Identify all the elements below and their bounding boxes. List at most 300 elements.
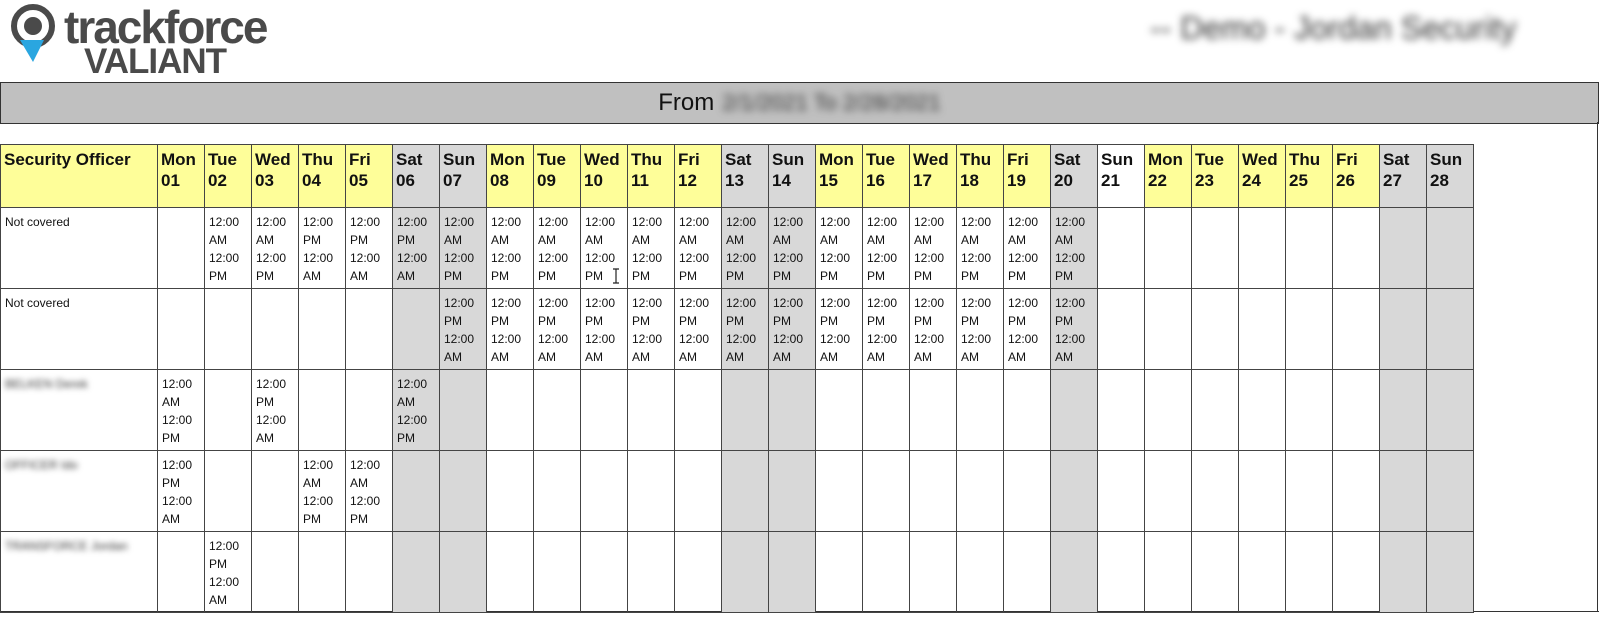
day-number: 24 bbox=[1242, 171, 1261, 190]
day-of-week: Sat bbox=[1054, 150, 1081, 169]
day-header-14 bbox=[769, 145, 816, 208]
shift-cell[interactable] bbox=[440, 370, 487, 451]
shift-cell[interactable] bbox=[252, 208, 299, 289]
shift-cell[interactable] bbox=[957, 289, 1004, 370]
day-number: 20 bbox=[1054, 171, 1073, 190]
shift-cell[interactable] bbox=[346, 370, 393, 451]
shift-meridiem: PM bbox=[397, 233, 415, 247]
shift-cell[interactable] bbox=[957, 532, 1004, 613]
shift-cell[interactable] bbox=[628, 208, 675, 289]
shift-cell[interactable] bbox=[205, 532, 252, 613]
day-of-week: Mon bbox=[1148, 150, 1183, 169]
shift-time: 12:00 bbox=[961, 251, 992, 265]
shift-cell[interactable] bbox=[816, 289, 863, 370]
day-header-06 bbox=[393, 145, 440, 208]
shift-time: 12:00 bbox=[350, 458, 381, 472]
shift-cell[interactable] bbox=[722, 370, 769, 451]
shift-meridiem: PM bbox=[961, 314, 979, 328]
shift-cell[interactable] bbox=[863, 289, 910, 370]
shift-cell[interactable] bbox=[393, 370, 440, 451]
day-number: 12 bbox=[678, 171, 697, 190]
day-number: 17 bbox=[913, 171, 932, 190]
day-of-week: Wed bbox=[913, 150, 949, 169]
shift-cell[interactable] bbox=[346, 289, 393, 370]
shift-cell[interactable] bbox=[675, 289, 722, 370]
day-header-17 bbox=[910, 145, 957, 208]
shift-cell[interactable] bbox=[628, 532, 675, 613]
day-number: 18 bbox=[960, 171, 979, 190]
shift-meridiem: AM bbox=[679, 350, 697, 364]
shift-cell[interactable] bbox=[1051, 451, 1098, 532]
day-number: 04 bbox=[302, 171, 321, 190]
shift-cell[interactable] bbox=[1004, 289, 1051, 370]
shift-cell[interactable] bbox=[1333, 532, 1380, 613]
shift-meridiem: PM bbox=[585, 314, 603, 328]
shift-time: 12:00 bbox=[397, 413, 428, 427]
day-number: 08 bbox=[490, 171, 509, 190]
day-header-23 bbox=[1192, 145, 1239, 208]
shift-cell[interactable] bbox=[1239, 370, 1286, 451]
shift-meridiem: PM bbox=[585, 269, 603, 283]
shift-cell[interactable] bbox=[1380, 532, 1427, 613]
shift-cell[interactable] bbox=[1192, 451, 1239, 532]
day-header-07 bbox=[440, 145, 487, 208]
shift-cell[interactable] bbox=[1145, 208, 1192, 289]
shift-meridiem: AM bbox=[1008, 233, 1026, 247]
shift-cell[interactable] bbox=[158, 532, 205, 613]
shift-cell[interactable] bbox=[1427, 451, 1474, 532]
shift-meridiem: AM bbox=[585, 233, 603, 247]
shift-meridiem: PM bbox=[726, 269, 744, 283]
day-header-18 bbox=[957, 145, 1004, 208]
shift-cell[interactable] bbox=[1333, 370, 1380, 451]
shift-cell[interactable] bbox=[1192, 208, 1239, 289]
day-of-week: Thu bbox=[631, 150, 663, 169]
shift-meridiem: PM bbox=[397, 431, 415, 445]
officer-name-cell bbox=[1, 451, 158, 532]
shift-time: 12:00 bbox=[679, 332, 710, 346]
day-of-week: Fri bbox=[349, 150, 371, 169]
shift-meridiem: PM bbox=[773, 269, 791, 283]
day-number: 05 bbox=[349, 171, 368, 190]
shift-cell[interactable] bbox=[816, 532, 863, 613]
shift-meridiem: AM bbox=[256, 431, 274, 445]
shift-cell[interactable] bbox=[487, 532, 534, 613]
shift-time: 12:00 bbox=[350, 494, 381, 508]
trackforce-valiant-logo bbox=[4, 2, 274, 80]
day-number: 02 bbox=[208, 171, 227, 190]
shift-meridiem: PM bbox=[209, 557, 227, 571]
day-header-11 bbox=[628, 145, 675, 208]
shift-cell[interactable] bbox=[346, 451, 393, 532]
officer-name-cell bbox=[1, 532, 158, 613]
shift-meridiem: PM bbox=[820, 314, 838, 328]
shift-meridiem: AM bbox=[773, 350, 791, 364]
shift-cell[interactable] bbox=[299, 208, 346, 289]
shift-time: 12:00 bbox=[867, 296, 898, 310]
shift-cell[interactable] bbox=[769, 532, 816, 613]
shift-cell[interactable] bbox=[1098, 451, 1145, 532]
day-header-24 bbox=[1239, 145, 1286, 208]
shift-cell[interactable] bbox=[957, 451, 1004, 532]
day-of-week: Tue bbox=[866, 150, 895, 169]
day-of-week: Sat bbox=[396, 150, 423, 169]
shift-cell[interactable] bbox=[1286, 289, 1333, 370]
shift-meridiem: PM bbox=[444, 314, 462, 328]
shift-cell[interactable] bbox=[581, 289, 628, 370]
shift-cell[interactable] bbox=[1286, 370, 1333, 451]
day-of-week: Fri bbox=[1007, 150, 1029, 169]
shift-meridiem: PM bbox=[726, 314, 744, 328]
shift-meridiem: AM bbox=[679, 233, 697, 247]
shift-meridiem: PM bbox=[256, 269, 274, 283]
shift-cell[interactable] bbox=[299, 370, 346, 451]
day-number: 11 bbox=[631, 171, 649, 190]
shift-cell[interactable] bbox=[1427, 289, 1474, 370]
location-pin-icon bbox=[10, 4, 56, 64]
day-header-10 bbox=[581, 145, 628, 208]
shift-time: 12:00 bbox=[491, 296, 522, 310]
shift-meridiem: AM bbox=[162, 512, 180, 526]
shift-cell[interactable] bbox=[1380, 208, 1427, 289]
from-label: From bbox=[658, 89, 715, 116]
shift-cell[interactable] bbox=[487, 208, 534, 289]
shift-cell[interactable] bbox=[1192, 289, 1239, 370]
shift-meridiem: AM bbox=[538, 233, 556, 247]
shift-cell[interactable] bbox=[1145, 370, 1192, 451]
shift-meridiem: AM bbox=[867, 233, 885, 247]
shift-cell[interactable] bbox=[440, 451, 487, 532]
day-number: 16 bbox=[866, 171, 885, 190]
shift-meridiem: PM bbox=[1055, 314, 1073, 328]
shift-meridiem: AM bbox=[914, 350, 932, 364]
shift-meridiem: PM bbox=[679, 269, 697, 283]
shift-cell[interactable] bbox=[1051, 532, 1098, 613]
shift-time: 12:00 bbox=[491, 215, 522, 229]
shift-cell[interactable] bbox=[1380, 289, 1427, 370]
shift-cell[interactable] bbox=[1145, 532, 1192, 613]
shift-time: 12:00 bbox=[914, 296, 945, 310]
shift-cell[interactable] bbox=[722, 208, 769, 289]
shift-cell[interactable] bbox=[1239, 289, 1286, 370]
shift-cell[interactable] bbox=[863, 208, 910, 289]
shift-cell[interactable] bbox=[346, 208, 393, 289]
shift-time: 12:00 bbox=[538, 215, 569, 229]
day-of-week: Sun bbox=[772, 150, 805, 169]
day-header-04 bbox=[299, 145, 346, 208]
day-of-week: Sun bbox=[443, 150, 476, 169]
shift-cell[interactable] bbox=[440, 289, 487, 370]
shift-cell[interactable] bbox=[205, 370, 252, 451]
shift-time: 12:00 bbox=[538, 332, 569, 346]
shift-time: 12:00 bbox=[1008, 215, 1039, 229]
shift-time: 12:00 bbox=[726, 296, 757, 310]
shift-time: 12:00 bbox=[1055, 296, 1086, 310]
shift-cell[interactable] bbox=[769, 451, 816, 532]
shift-time: 12:00 bbox=[773, 251, 804, 265]
shift-cell[interactable] bbox=[910, 370, 957, 451]
shift-cell[interactable] bbox=[158, 451, 205, 532]
shift-cell[interactable] bbox=[205, 451, 252, 532]
shift-cell[interactable] bbox=[1004, 208, 1051, 289]
shift-cell[interactable] bbox=[534, 208, 581, 289]
shift-meridiem: AM bbox=[350, 269, 368, 283]
shift-cell[interactable] bbox=[628, 289, 675, 370]
shift-cell[interactable] bbox=[581, 370, 628, 451]
shift-cell[interactable] bbox=[863, 370, 910, 451]
shift-cell[interactable] bbox=[487, 451, 534, 532]
shift-time: 12:00 bbox=[209, 575, 240, 589]
shift-cell[interactable] bbox=[299, 289, 346, 370]
shift-meridiem: PM bbox=[162, 476, 180, 490]
shift-cell[interactable] bbox=[1380, 451, 1427, 532]
shift-cell[interactable] bbox=[1004, 370, 1051, 451]
shift-cell[interactable] bbox=[393, 532, 440, 613]
shift-time: 12:00 bbox=[961, 296, 992, 310]
day-of-week: Mon bbox=[490, 150, 525, 169]
shift-meridiem: AM bbox=[491, 233, 509, 247]
header-row bbox=[1, 145, 1474, 208]
shift-time: 12:00 bbox=[726, 215, 757, 229]
shift-meridiem: PM bbox=[961, 269, 979, 283]
shift-time: 12:00 bbox=[162, 458, 193, 472]
shift-cell[interactable] bbox=[252, 451, 299, 532]
shift-meridiem: AM bbox=[256, 233, 274, 247]
officer-name-cell bbox=[1, 208, 158, 289]
shift-cell[interactable] bbox=[628, 370, 675, 451]
shift-time: 12:00 bbox=[303, 251, 334, 265]
shift-meridiem: PM bbox=[1055, 269, 1073, 283]
shift-cell[interactable] bbox=[252, 532, 299, 613]
shift-meridiem: AM bbox=[961, 350, 979, 364]
shift-cell[interactable] bbox=[1192, 532, 1239, 613]
shift-meridiem: AM bbox=[538, 350, 556, 364]
shift-cell[interactable] bbox=[440, 532, 487, 613]
shift-cell[interactable] bbox=[1239, 532, 1286, 613]
shift-cell[interactable] bbox=[1333, 289, 1380, 370]
shift-time: 12:00 bbox=[256, 377, 287, 391]
shift-cell[interactable] bbox=[1004, 532, 1051, 613]
shift-meridiem: AM bbox=[632, 233, 650, 247]
shift-cell[interactable] bbox=[487, 370, 534, 451]
day-header-22 bbox=[1145, 145, 1192, 208]
shift-cell[interactable] bbox=[1239, 208, 1286, 289]
shift-time: 12:00 bbox=[350, 215, 381, 229]
officer-name: Not covered bbox=[5, 296, 70, 310]
shift-cell[interactable] bbox=[534, 532, 581, 613]
shift-cell[interactable] bbox=[722, 532, 769, 613]
shift-time: 12:00 bbox=[397, 251, 428, 265]
shift-cell[interactable] bbox=[252, 289, 299, 370]
shift-time: 12:00 bbox=[726, 251, 757, 265]
day-of-week: Sat bbox=[725, 150, 752, 169]
shift-cell[interactable] bbox=[816, 370, 863, 451]
shift-cell[interactable] bbox=[1286, 532, 1333, 613]
shift-meridiem: PM bbox=[256, 395, 274, 409]
officer-name: TRANSFORCE Jordan bbox=[5, 539, 128, 553]
shift-cell[interactable] bbox=[205, 289, 252, 370]
shift-cell[interactable] bbox=[440, 208, 487, 289]
shift-time: 12:00 bbox=[867, 251, 898, 265]
shift-time: 12:00 bbox=[914, 332, 945, 346]
shift-cell[interactable] bbox=[1051, 370, 1098, 451]
shift-cell[interactable] bbox=[1098, 532, 1145, 613]
shift-meridiem: AM bbox=[726, 233, 744, 247]
shift-cell[interactable] bbox=[1098, 208, 1145, 289]
shift-cell[interactable] bbox=[534, 451, 581, 532]
shift-cell[interactable] bbox=[534, 370, 581, 451]
shift-time: 12:00 bbox=[209, 251, 240, 265]
day-number: 13 bbox=[725, 171, 744, 190]
shift-cell[interactable] bbox=[863, 451, 910, 532]
shift-meridiem: AM bbox=[303, 476, 321, 490]
shift-time: 12:00 bbox=[679, 251, 710, 265]
shift-time: 12:00 bbox=[867, 332, 898, 346]
shift-cell[interactable] bbox=[863, 532, 910, 613]
shift-time: 12:00 bbox=[1008, 251, 1039, 265]
shift-cell[interactable] bbox=[393, 289, 440, 370]
day-number: 01 bbox=[161, 171, 180, 190]
day-of-week: Thu bbox=[302, 150, 334, 169]
shift-cell[interactable] bbox=[1333, 208, 1380, 289]
shift-cell[interactable] bbox=[1145, 289, 1192, 370]
day-header-16 bbox=[863, 145, 910, 208]
shift-time: 12:00 bbox=[397, 377, 428, 391]
shift-meridiem: AM bbox=[820, 350, 838, 364]
shift-cell[interactable] bbox=[1051, 289, 1098, 370]
shift-cell[interactable] bbox=[581, 451, 628, 532]
shift-time: 12:00 bbox=[444, 251, 475, 265]
day-header-20 bbox=[1051, 145, 1098, 208]
shift-meridiem: PM bbox=[1008, 269, 1026, 283]
shift-meridiem: PM bbox=[679, 314, 697, 328]
day-header-05 bbox=[346, 145, 393, 208]
officer-name: BELKEN Derek bbox=[5, 377, 88, 391]
shift-cell[interactable] bbox=[769, 370, 816, 451]
shift-cell[interactable] bbox=[158, 289, 205, 370]
shift-cell[interactable] bbox=[393, 208, 440, 289]
shift-cell[interactable] bbox=[675, 370, 722, 451]
shift-cell[interactable] bbox=[487, 289, 534, 370]
shift-cell[interactable] bbox=[816, 451, 863, 532]
shift-cell[interactable] bbox=[769, 208, 816, 289]
shift-meridiem: PM bbox=[162, 431, 180, 445]
shift-cell[interactable] bbox=[675, 208, 722, 289]
shift-cell[interactable] bbox=[628, 451, 675, 532]
shift-cell[interactable] bbox=[722, 451, 769, 532]
day-header-08 bbox=[487, 145, 534, 208]
shift-cell[interactable] bbox=[957, 370, 1004, 451]
shift-cell[interactable] bbox=[910, 532, 957, 613]
day-number: 07 bbox=[443, 171, 462, 190]
shift-cell[interactable] bbox=[957, 208, 1004, 289]
shift-cell[interactable] bbox=[1239, 451, 1286, 532]
shift-cell[interactable] bbox=[393, 451, 440, 532]
day-number: 23 bbox=[1195, 171, 1214, 190]
day-of-week: Tue bbox=[1195, 150, 1224, 169]
day-of-week: Thu bbox=[960, 150, 992, 169]
day-of-week: Sun bbox=[1101, 150, 1134, 169]
shift-cell[interactable] bbox=[722, 289, 769, 370]
shift-cell[interactable] bbox=[1427, 370, 1474, 451]
shift-cell[interactable] bbox=[1004, 451, 1051, 532]
shift-time: 12:00 bbox=[773, 332, 804, 346]
day-number: 21 bbox=[1101, 171, 1120, 190]
shift-cell[interactable] bbox=[346, 532, 393, 613]
shift-cell[interactable] bbox=[910, 451, 957, 532]
shift-cell[interactable] bbox=[1286, 208, 1333, 289]
shift-time: 12:00 bbox=[679, 296, 710, 310]
shift-time: 12:00 bbox=[444, 215, 475, 229]
shift-time: 12:00 bbox=[632, 296, 663, 310]
shift-cell[interactable] bbox=[534, 289, 581, 370]
shift-cell[interactable] bbox=[816, 208, 863, 289]
shift-cell[interactable] bbox=[158, 208, 205, 289]
officer-name-cell bbox=[1, 289, 158, 370]
table-row bbox=[1, 451, 1474, 532]
shift-cell[interactable] bbox=[1427, 532, 1474, 613]
shift-cell[interactable] bbox=[1286, 451, 1333, 532]
shift-time: 12:00 bbox=[303, 215, 334, 229]
shift-time: 12:00 bbox=[679, 215, 710, 229]
shift-cell[interactable] bbox=[1051, 208, 1098, 289]
shift-cell[interactable] bbox=[675, 451, 722, 532]
day-header-21 bbox=[1098, 145, 1145, 208]
shift-time: 12:00 bbox=[444, 332, 475, 346]
shift-meridiem: AM bbox=[585, 350, 603, 364]
day-header-02 bbox=[205, 145, 252, 208]
shift-cell[interactable] bbox=[299, 451, 346, 532]
shift-cell[interactable] bbox=[1098, 289, 1145, 370]
shift-cell[interactable] bbox=[769, 289, 816, 370]
shift-cell[interactable] bbox=[1333, 451, 1380, 532]
shift-time: 12:00 bbox=[585, 296, 616, 310]
day-header-01 bbox=[158, 145, 205, 208]
shift-time: 12:00 bbox=[256, 251, 287, 265]
shift-time: 12:00 bbox=[820, 215, 851, 229]
shift-meridiem: AM bbox=[491, 350, 509, 364]
shift-cell[interactable] bbox=[1380, 370, 1427, 451]
shift-cell[interactable] bbox=[1427, 208, 1474, 289]
shift-cell[interactable] bbox=[299, 532, 346, 613]
shift-cell[interactable] bbox=[910, 208, 957, 289]
shift-meridiem: PM bbox=[1008, 314, 1026, 328]
shift-time: 12:00 bbox=[585, 332, 616, 346]
shift-time: 12:00 bbox=[820, 251, 851, 265]
shift-time: 12:00 bbox=[820, 332, 851, 346]
shift-cell[interactable] bbox=[158, 370, 205, 451]
shift-meridiem: AM bbox=[1008, 350, 1026, 364]
shift-time: 12:00 bbox=[538, 296, 569, 310]
shift-cell[interactable] bbox=[675, 532, 722, 613]
shift-cell[interactable] bbox=[910, 289, 957, 370]
day-header-19 bbox=[1004, 145, 1051, 208]
shift-meridiem: PM bbox=[773, 314, 791, 328]
shift-cell[interactable] bbox=[1098, 370, 1145, 451]
day-number: 26 bbox=[1336, 171, 1355, 190]
shift-cell[interactable] bbox=[1145, 451, 1192, 532]
shift-meridiem: AM bbox=[1055, 233, 1073, 247]
day-of-week: Mon bbox=[819, 150, 854, 169]
shift-time: 12:00 bbox=[867, 215, 898, 229]
shift-cell[interactable] bbox=[581, 532, 628, 613]
shift-cell[interactable] bbox=[205, 208, 252, 289]
shift-cell[interactable] bbox=[1192, 370, 1239, 451]
shift-meridiem: PM bbox=[632, 314, 650, 328]
shift-time: 12:00 bbox=[491, 251, 522, 265]
shift-cell[interactable] bbox=[252, 370, 299, 451]
shift-meridiem: AM bbox=[914, 233, 932, 247]
